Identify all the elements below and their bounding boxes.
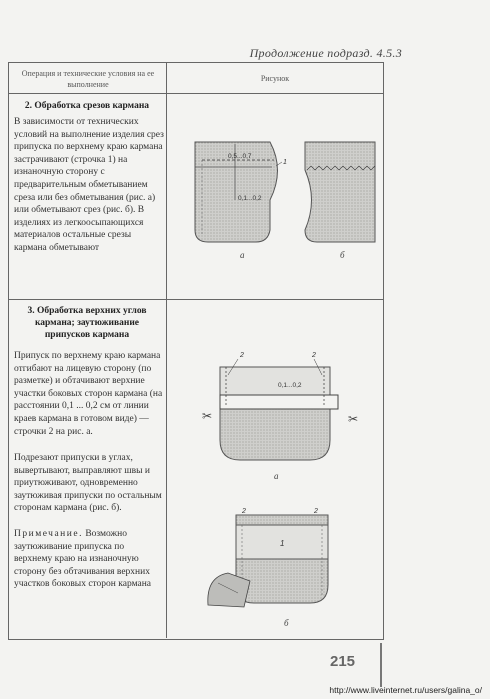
dim-label: 0,1...0,2: [278, 382, 302, 389]
scissors-right-icon: ✂: [348, 412, 359, 426]
figure-2b-caption: б: [340, 250, 345, 260]
note-label: Примечание.: [14, 529, 83, 539]
section-3-title: 3. Обработка верхних углов кармана; заутюживание припусков кармана: [27, 306, 147, 340]
section-2-text: В зависимости от технических условий на выполнение изделия срез припуска по верхнему краю кармана застрачивают (строчка 1) на изнаночную сторону с предварительным обметыванием среза или без обметывания (рис. а) или обметывают срез (рис. б). В изделиях из легкоосыпающихся материалов остальные срезы кармана обметывают: [14, 117, 164, 253]
scissors-left-icon: ✂: [202, 409, 213, 423]
section-divider: [8, 299, 384, 300]
fold-label: 1: [280, 539, 285, 548]
page-bar: [380, 643, 382, 687]
column-header-operation: Операция и технические условия на ее выполнение: [21, 69, 155, 89]
section-3-text-2: Подрезают припуски в углах, вывертывают, выправляют швы и приутюживают, одновременно заутюживая припуски по остальным сторонам кармана (рис. б).: [14, 453, 162, 514]
svg-text:2: 2: [314, 508, 318, 515]
figure-3-drawing: [188, 345, 383, 625]
section-3-text-1: Припуск по верхнему краю кармана отгибают на лицевую сторону (по разметке) и обтачивают верхние участки боковых сторон кармана (на расстоянии 0,1 ... 0,2 см от линии краев кармана в готовом виде) — строчки 2 на рис. а.: [14, 351, 163, 437]
source-url[interactable]: http://www.liveinternet.ru/users/galina_o/: [329, 685, 482, 695]
stitch-label-left: 2: [240, 352, 244, 359]
section-3-note: [14, 528, 164, 591]
stitch-label: 1: [283, 159, 287, 166]
section-2-title: 2. Обработка срезов кармана: [24, 101, 150, 111]
note-text: Возможно заутюживание припуска по верхнему краю на изнаночную сторону без обтачивания верхних участков боковых сторон кармана: [14, 529, 152, 590]
column-divider: [166, 62, 167, 638]
stitch-label-right: 2: [312, 352, 316, 359]
figure-2a-caption: а: [240, 250, 245, 260]
figure-3a-caption: а: [274, 471, 279, 481]
figure-3b-caption: б: [284, 618, 289, 628]
dim-label-bottom: 0,1...0,2: [238, 195, 262, 202]
figure-2-drawing: [180, 130, 380, 260]
running-header: Продолжение подразд. 4.5.3: [249, 46, 402, 60]
column-header-figure: Рисунок: [260, 74, 290, 83]
header-row-divider: [8, 93, 384, 94]
pocket-b-shape: [305, 142, 375, 242]
dim-label-top: 0,5...0,7: [228, 153, 252, 160]
page-number: 215: [330, 653, 356, 670]
svg-text:2: 2: [242, 508, 246, 515]
